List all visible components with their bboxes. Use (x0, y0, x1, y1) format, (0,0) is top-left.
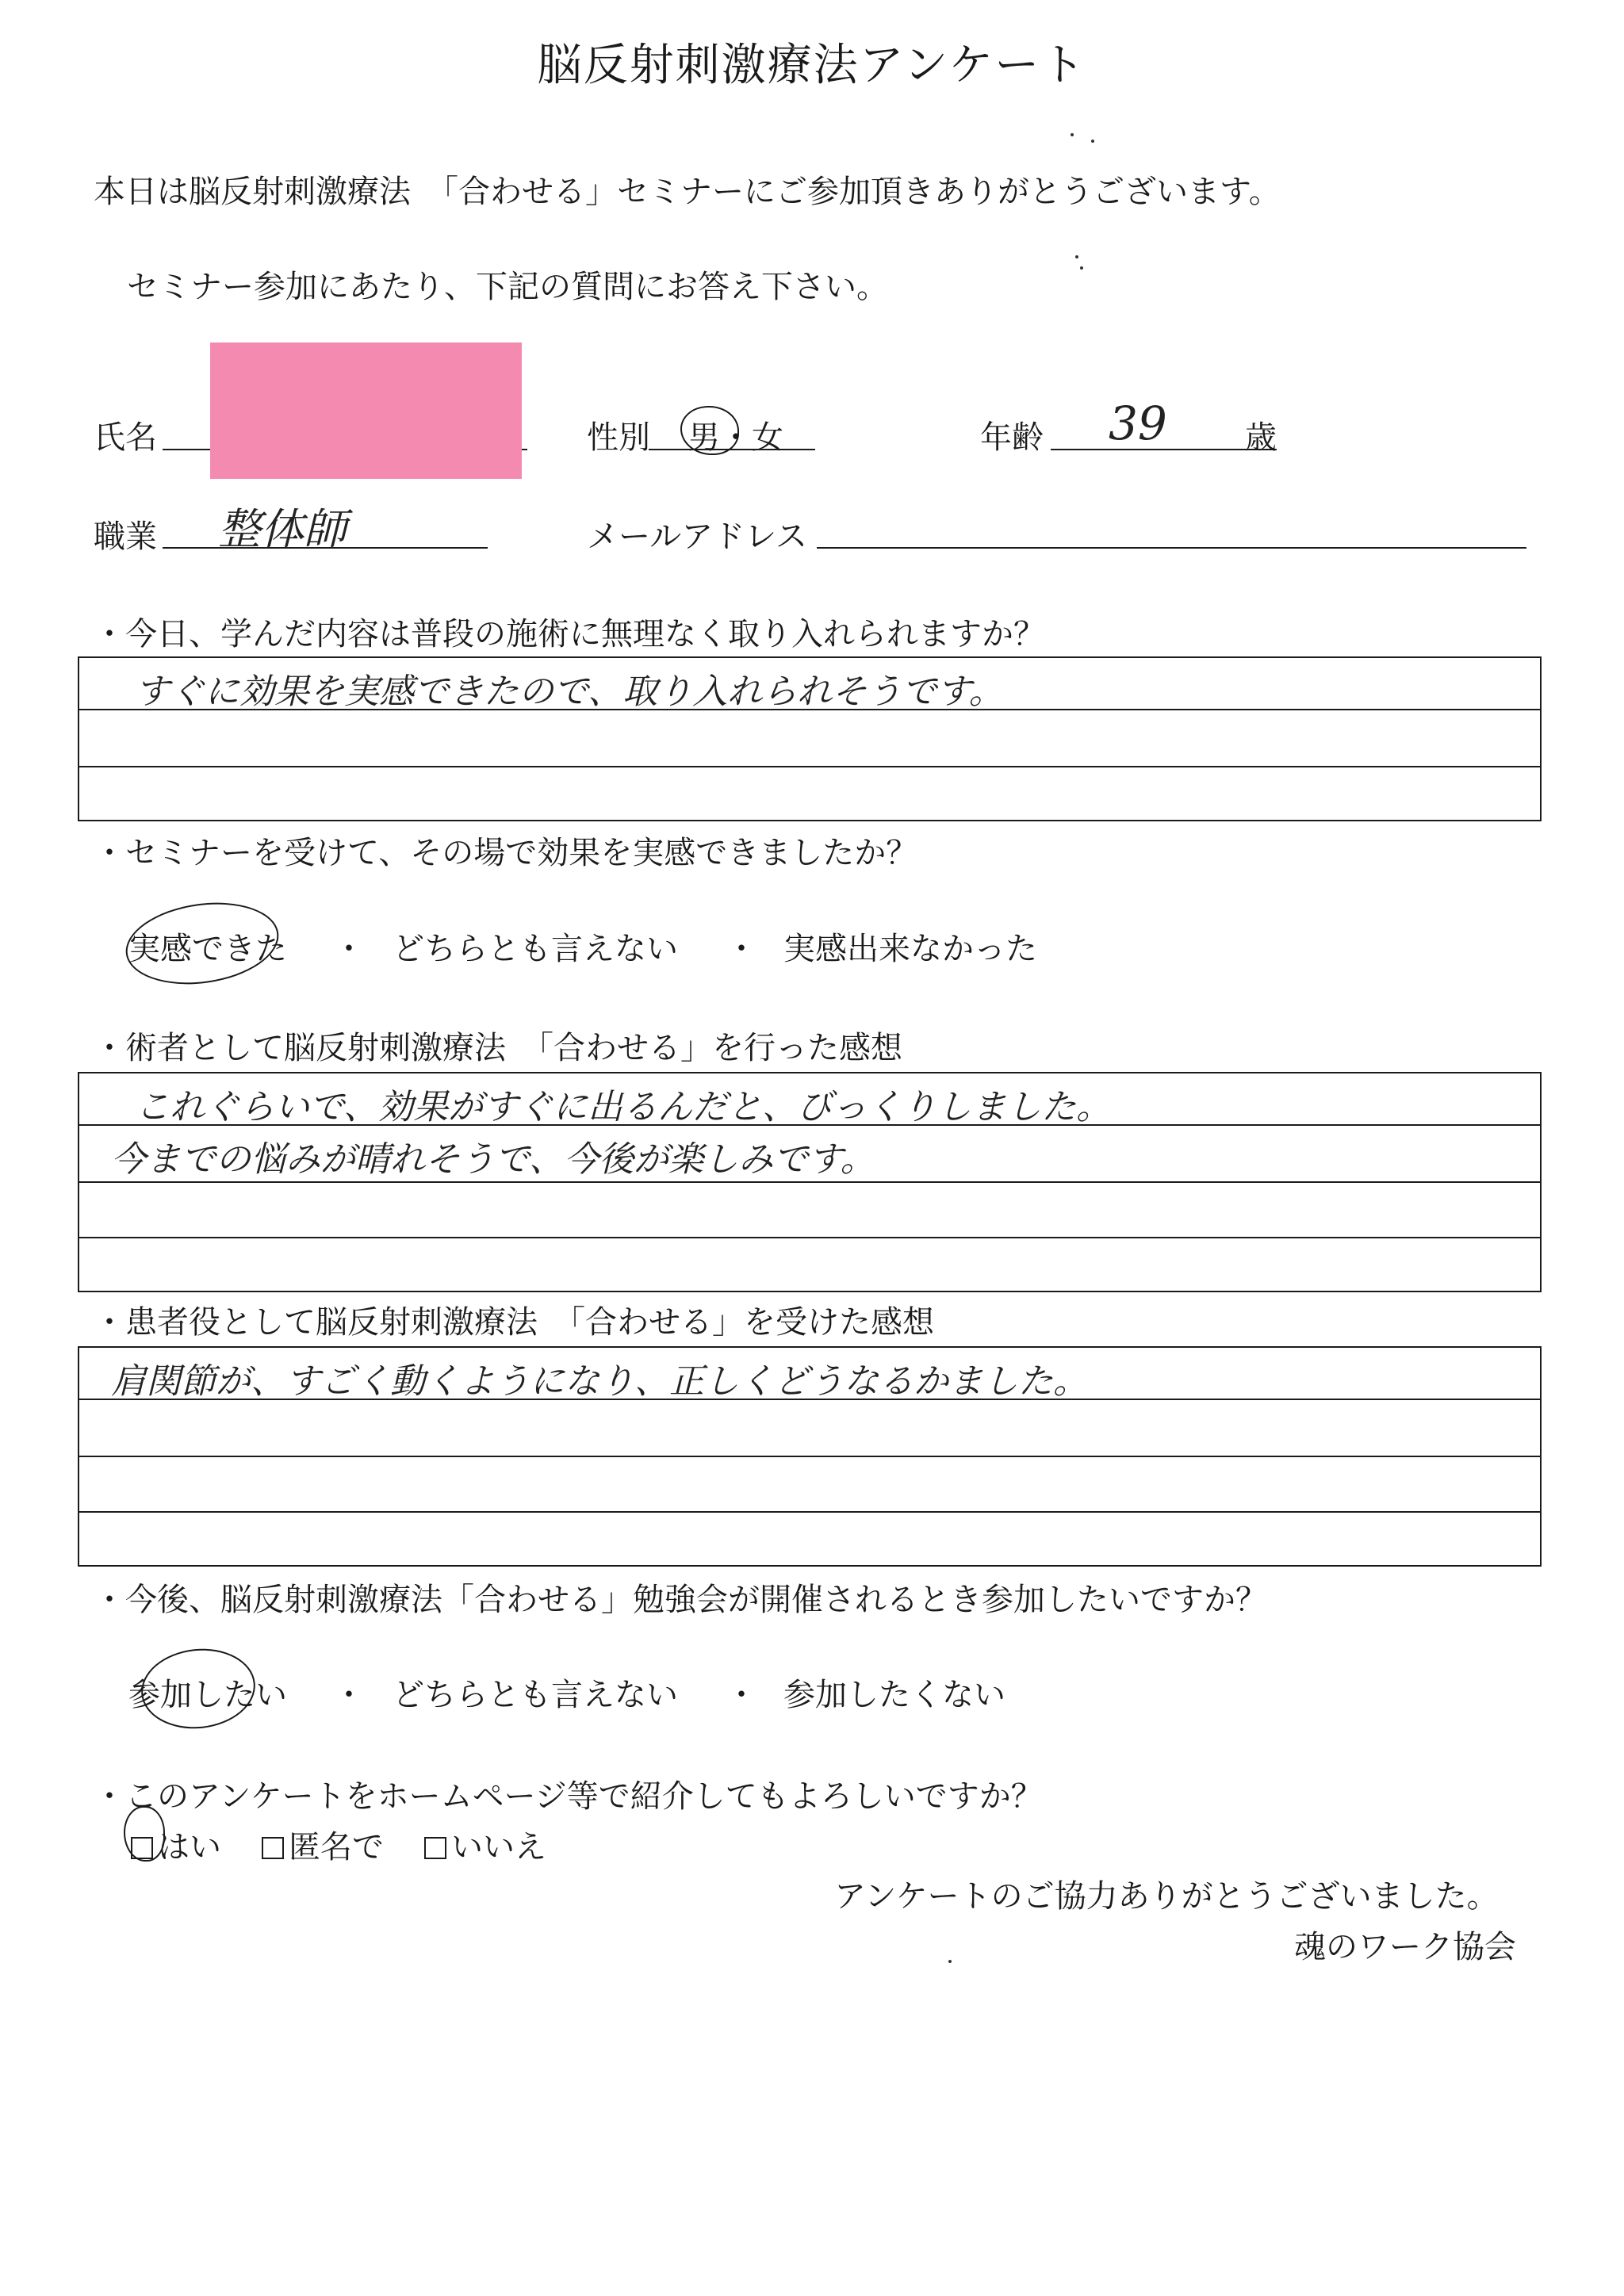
occupation-label: 職業 (94, 519, 157, 555)
q2-selection-circle (121, 894, 284, 993)
gender-male-circle (680, 406, 739, 455)
q4-text: ・患者役として脳反射刺激療法 「合わせる」を受けた感想 (94, 1304, 934, 1341)
q6-option-no[interactable] (424, 1822, 546, 1867)
q2-text: ・セミナーを受けて、その場で効果を実感できましたか？ (94, 835, 918, 871)
q6-selection-mark (124, 1806, 165, 1862)
intro-instruction: セミナー参加にあたり、下記の質問にお答え下さい。 (127, 269, 888, 305)
gender-underline (649, 449, 815, 450)
gender-options: 男・女 (688, 419, 783, 456)
q6-no-checkbox[interactable] (424, 1837, 446, 1859)
q5-selection-circle (137, 1644, 259, 1735)
q6-anonymous-checkbox[interactable] (262, 1837, 284, 1859)
q5-separator-1: ・ (333, 1677, 365, 1713)
scan-speck (948, 1960, 952, 1963)
q1-answer-box (78, 656, 1542, 821)
intro-thanks: 本日は脳反射刺激療法 「合わせる」セミナーにご参加頂きありがとうございます。 (94, 174, 1281, 210)
q6-text: ・このアンケートをホームページ等で紹介してもよろしいですか？ (94, 1778, 1043, 1815)
q1-text: ・今日、学んだ内容は普段の施術に無理なく取り入れられますか？ (94, 616, 1045, 652)
scan-speck (1071, 133, 1074, 136)
q6-option-anonymous[interactable] (262, 1822, 384, 1867)
survey-title: 脳反射刺激療法アンケート (537, 40, 1087, 91)
age-value: 39 (1109, 396, 1167, 450)
q2-option-no: 実感出来なかった (783, 931, 1037, 967)
q2-option-neutral: どちらとも言えない (393, 931, 678, 967)
occupation-underline (163, 547, 488, 549)
occupation-value: 整体師 (218, 504, 347, 554)
age-unit: 歳 (1245, 419, 1277, 456)
gender-label: 性別 (587, 419, 650, 456)
name-redaction (210, 342, 522, 479)
scan-speck (1075, 255, 1078, 258)
q5-separator-2: ・ (726, 1677, 757, 1713)
q5-option-no: 参加したくない (783, 1677, 1005, 1713)
email-label: メールアドレス (587, 519, 807, 555)
scan-speck (1091, 140, 1094, 143)
q6-yes-label: はい (158, 1829, 221, 1866)
q3-answer-line-2: 今までの悩みが晴れそうで、今後が楽しみです。 (111, 1139, 875, 1180)
q2-separator-1: ・ (333, 931, 365, 967)
q5-option-neutral: どちらとも言えない (393, 1677, 678, 1713)
age-label: 年齢 (980, 419, 1044, 456)
q4-answer-line-1: 肩関節が、すごく動くようになり、正しくどうなるかました。 (111, 1361, 1088, 1402)
email-underline (817, 547, 1526, 549)
q6-no-label: いいえ (451, 1829, 546, 1866)
q5-option-yes: 参加したい (128, 1677, 287, 1713)
q2-option-yes: 実感できた (128, 931, 287, 967)
q3-text: ・術者として脳反射刺激療法 「合わせる」を行った感想 (94, 1030, 902, 1066)
q6-anonymous-label: 匿名で (289, 1829, 384, 1866)
organization-name: 魂のワーク協会 (1294, 1929, 1516, 1965)
q4-answer-box (78, 1346, 1542, 1567)
name-label: 氏名 (94, 419, 157, 456)
q2-separator-2: ・ (726, 931, 757, 967)
q3-answer-line-1: これぐらいで、効果がすぐに出るんだと、びっくりしました。 (135, 1087, 1112, 1127)
q5-text: ・今後、脳反射刺激療法「合わせる」勉強会が開催されるとき参加したいですか？ (94, 1582, 1267, 1618)
q3-answer-box (78, 1072, 1542, 1292)
scan-speck (1080, 266, 1083, 270)
age-underline (1051, 449, 1277, 450)
q1-answer-line-1: すぐに効果を実感できたので、取り入れられそうです。 (135, 672, 1004, 712)
closing-thanks: アンケートのご協力ありがとうございました。 (834, 1878, 1499, 1915)
